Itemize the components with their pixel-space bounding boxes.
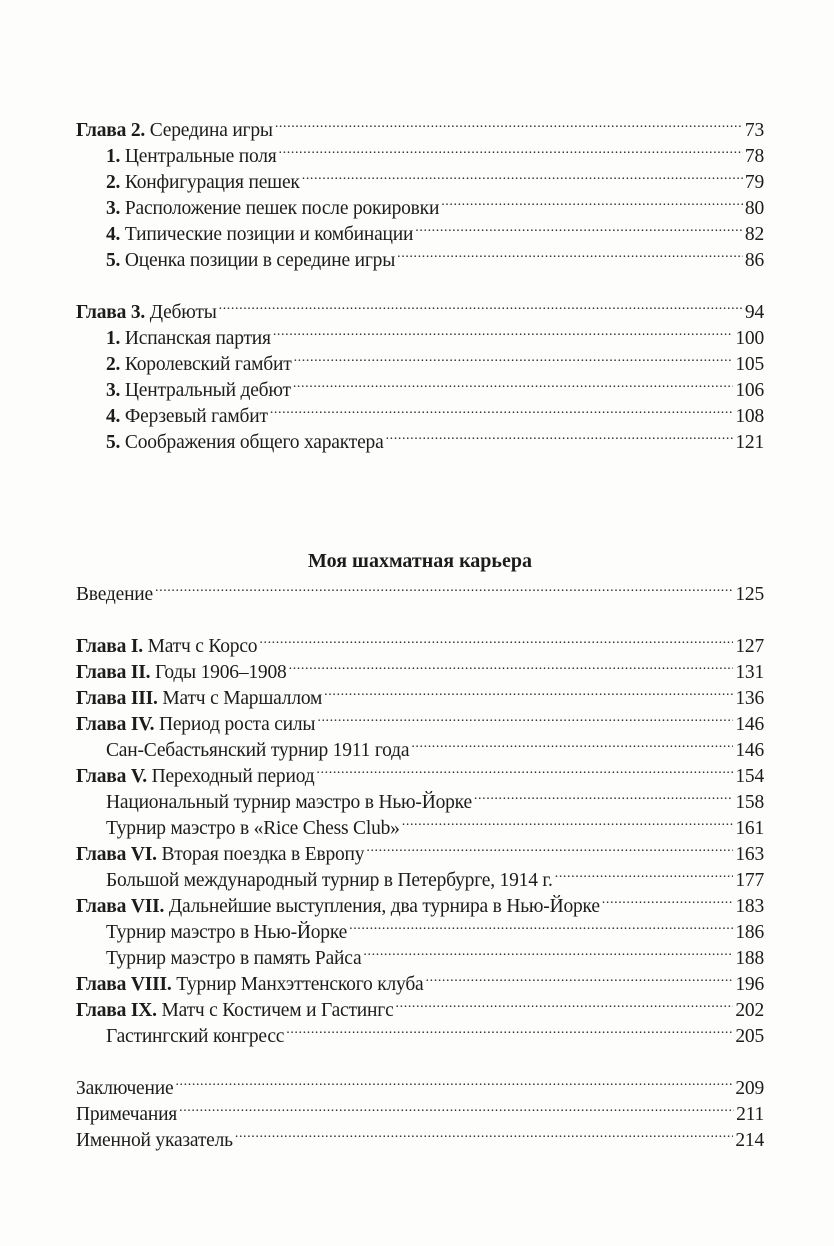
chapter-title: Годы 1906–1908 (150, 662, 287, 683)
dot-leader (363, 938, 733, 964)
chapter-number: Глава V. (76, 766, 147, 787)
dot-leader (293, 370, 734, 396)
item-title: Центральные поля (120, 146, 277, 167)
toc-chapter[interactable] (76, 990, 764, 1021)
page-number: 211 (736, 1104, 764, 1125)
dot-leader (235, 1120, 733, 1146)
page-number: 78 (744, 146, 764, 167)
dot-leader (349, 912, 733, 938)
toc-chapter[interactable] (76, 652, 764, 683)
page-number: 146 (735, 740, 764, 761)
dot-leader (555, 860, 734, 886)
dot-leader (273, 318, 734, 344)
page-number: 106 (735, 380, 764, 401)
dot-leader (415, 214, 743, 240)
page-number: 80 (744, 198, 764, 219)
toc-item[interactable] (106, 422, 764, 453)
dot-leader (286, 1016, 733, 1042)
toc-subentry[interactable] (106, 912, 764, 943)
toc-item[interactable] (106, 136, 764, 167)
toc-item[interactable] (106, 370, 764, 401)
dot-leader (441, 188, 743, 214)
chapter-number: Глава IX. (76, 1000, 157, 1021)
chapter-title: Дальнейшие выступления, два турнира в Нью-Йорке (164, 896, 600, 917)
page-number: 94 (744, 302, 764, 323)
chapter-number: Глава III. (76, 688, 158, 709)
page-number: 202 (735, 1000, 764, 1021)
dot-leader (316, 756, 733, 782)
item-title: Расположение пешек после рокировки (120, 198, 440, 219)
toc-subentry[interactable] (106, 860, 764, 891)
page-number: 214 (735, 1130, 764, 1151)
page-number: 73 (744, 120, 764, 141)
item-number: 1. (106, 146, 121, 167)
toc-item[interactable] (106, 162, 764, 193)
item-number: 3. (106, 380, 121, 401)
chapter-number: Глава VI. (76, 844, 157, 865)
item-title: Соображения общего характера (120, 432, 384, 453)
page-number: 183 (735, 896, 764, 917)
dot-leader (366, 834, 733, 860)
dot-leader (275, 110, 743, 136)
page-number: 79 (744, 172, 764, 193)
item-number: 2. (106, 354, 121, 375)
chapter-title: Дебюты (145, 302, 217, 323)
dot-leader (279, 136, 743, 162)
toc-subentry[interactable] (106, 938, 764, 969)
page-number: 100 (735, 328, 764, 349)
dot-leader (397, 240, 743, 266)
toc-subentry[interactable] (106, 782, 764, 813)
item-title: Ферзевый гамбит (120, 406, 268, 427)
chapter-number: Глава 3. (76, 302, 146, 323)
page-number: 146 (735, 714, 764, 735)
chapter-title: Матч с Костичем и Гастингс (156, 1000, 394, 1021)
page-number: 158 (735, 792, 764, 813)
chapter-title: Середина игры (145, 120, 273, 141)
dot-leader (289, 652, 734, 678)
toc-conclusion[interactable] (76, 1068, 764, 1099)
entry-title: Турнир маэстро в Нью-Йорке (106, 922, 348, 943)
page-number: 186 (735, 922, 764, 943)
toc-chapter[interactable] (76, 678, 764, 709)
toc-chapter-2[interactable] (76, 110, 764, 141)
toc-item[interactable] (106, 188, 764, 219)
entry-title: Заключение (76, 1078, 174, 1099)
dot-leader (317, 704, 733, 730)
chapter-number: Глава 2. (76, 120, 146, 141)
chapter-title: Вторая поездка в Европу (156, 844, 365, 865)
page-number: 86 (744, 250, 764, 271)
chapter-number: Глава I. (76, 636, 143, 657)
toc-notes[interactable] (76, 1094, 764, 1125)
dot-leader (179, 1094, 734, 1120)
chapter-title: Турнир Манхэттенского клуба (171, 974, 424, 995)
entry-title: Большой международный турнир в Петербурге, 1914 г. (106, 870, 553, 891)
item-number: 3. (106, 198, 121, 219)
dot-leader (259, 626, 733, 652)
part-title: Моя шахматная карьера (308, 550, 532, 572)
chapter-title: Период роста силы (154, 714, 316, 735)
entry-title: Турнир маэстро в «Rice Chess Club» (106, 818, 400, 839)
entry-title: Примечания (76, 1104, 178, 1125)
entry-title: Именной указатель (76, 1130, 233, 1151)
dot-leader (302, 162, 743, 188)
toc-item[interactable] (106, 344, 764, 375)
chapter-number: Глава IV. (76, 714, 155, 735)
chapter-title: Матч с Корсо (142, 636, 258, 657)
entry-title: Сан-Себастьянский турнир 1911 года (106, 740, 410, 761)
page-number: 105 (735, 354, 764, 375)
chapter-number: Глава VIII. (76, 974, 172, 995)
chapter-number: Глава VII. (76, 896, 165, 917)
dot-leader (324, 678, 733, 704)
toc-name-index[interactable] (76, 1120, 764, 1151)
dot-leader (602, 886, 734, 912)
dot-leader (411, 730, 733, 756)
page-number: 154 (735, 766, 764, 787)
page-number: 161 (735, 818, 764, 839)
item-number: 5. (106, 250, 121, 271)
toc-introduction[interactable] (76, 574, 764, 605)
page-number: 82 (744, 224, 764, 245)
page-number: 209 (735, 1078, 764, 1099)
toc-chapter[interactable] (76, 704, 764, 735)
dot-leader (294, 344, 734, 370)
toc-item[interactable] (106, 240, 764, 271)
item-title: Оценка позиции в середине игры (120, 250, 396, 271)
page-number: 163 (735, 844, 764, 865)
toc-item[interactable] (106, 318, 764, 349)
dot-leader (474, 782, 733, 808)
entry-title: Гастингский конгресс (106, 1026, 285, 1047)
item-number: 2. (106, 172, 121, 193)
page-number: 125 (735, 584, 764, 605)
toc-subentry[interactable] (106, 808, 764, 839)
toc-subentry[interactable] (106, 730, 764, 761)
chapter-title: Матч с Маршаллом (157, 688, 323, 709)
toc-chapter[interactable] (76, 834, 764, 865)
item-title: Королевский гамбит (120, 354, 292, 375)
page-number: 108 (735, 406, 764, 427)
toc-chapter[interactable] (76, 964, 764, 995)
toc-chapter[interactable] (76, 756, 764, 787)
toc-chapter-3[interactable] (76, 292, 764, 323)
toc-item[interactable] (106, 214, 764, 245)
chapter-number: Глава II. (76, 662, 151, 683)
item-title: Конфигурация пешек (120, 172, 300, 193)
page-number: 121 (735, 432, 764, 453)
entry-title: Введение (76, 584, 153, 605)
item-title: Типические позиции и комбинации (120, 224, 414, 245)
toc-chapter[interactable] (76, 626, 764, 657)
item-title: Испанская партия (120, 328, 271, 349)
page-number: 177 (735, 870, 764, 891)
dot-leader (175, 1068, 733, 1094)
item-number: 4. (106, 224, 121, 245)
item-number: 4. (106, 406, 121, 427)
page-number: 205 (735, 1026, 764, 1047)
chapter-title: Переходный период (146, 766, 315, 787)
dot-leader (396, 990, 734, 1016)
toc-chapter[interactable] (76, 886, 764, 917)
toc-subentry[interactable] (106, 1016, 764, 1047)
dot-leader (219, 292, 743, 318)
dot-leader (270, 396, 734, 422)
dot-leader (426, 964, 734, 990)
toc-item[interactable] (106, 396, 764, 427)
dot-leader (386, 422, 734, 448)
item-title: Центральный дебют (120, 380, 291, 401)
page-number: 127 (735, 636, 764, 657)
entry-title: Турнир маэстро в память Райса (106, 948, 362, 969)
page-number: 196 (735, 974, 764, 995)
page-number: 131 (735, 662, 764, 683)
page-number: 188 (735, 948, 764, 969)
dot-leader (402, 808, 734, 834)
page-number: 136 (735, 688, 764, 709)
dot-leader (155, 574, 733, 600)
entry-title: Национальный турнир маэстро в Нью-Йорке (106, 792, 472, 813)
item-number: 1. (106, 328, 121, 349)
item-number: 5. (106, 432, 121, 453)
